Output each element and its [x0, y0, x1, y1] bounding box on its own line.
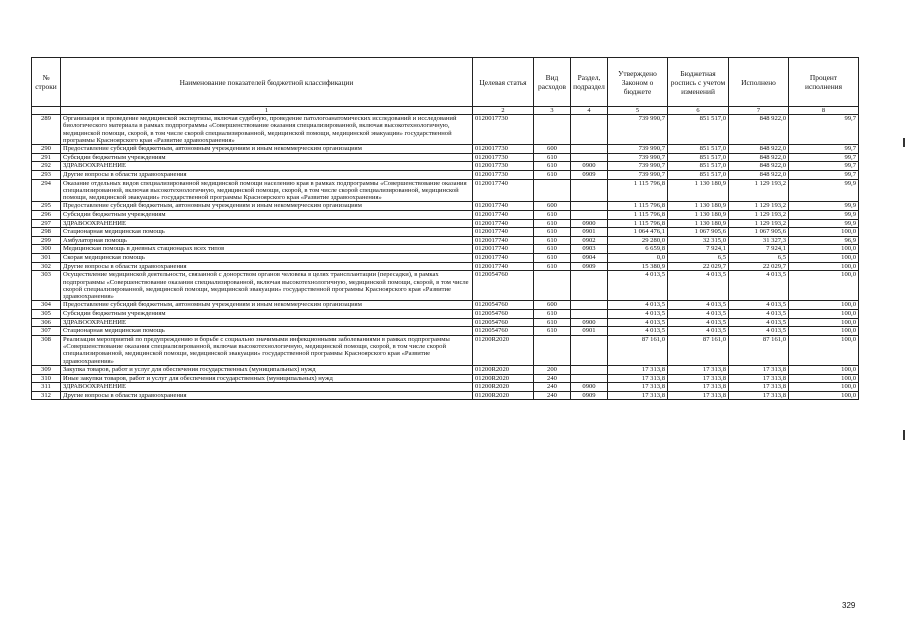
- row-percent: 100,0: [789, 245, 859, 254]
- table-row: [32, 271, 859, 301]
- row-executed: 848 922,0: [729, 153, 789, 162]
- row-expense-type: 610: [534, 236, 571, 245]
- col-header-executed: Исполнено: [729, 58, 789, 107]
- row-section: 0909: [571, 170, 608, 179]
- row-target-article: 0120017740: [473, 228, 534, 237]
- row-expense-type: 240: [534, 383, 571, 392]
- row-percent: 100,0: [789, 228, 859, 237]
- col-number-4: 4: [571, 107, 608, 115]
- row-name: Закупка товаров, работ и услуг для обеспечения государственных (муниципальных) нужд: [61, 365, 473, 374]
- row-expense-type: 610: [534, 309, 571, 318]
- row-number: 309: [32, 365, 61, 374]
- row-executed: 1 067 905,6: [729, 228, 789, 237]
- row-percent: 99,7: [789, 162, 859, 171]
- row-target-article: 01200R2020: [473, 335, 534, 365]
- row-section: [571, 179, 608, 202]
- row-section: [571, 309, 608, 318]
- row-percent: 100,0: [789, 327, 859, 336]
- row-executed: 848 922,0: [729, 115, 789, 145]
- row-executed: 17 313,8: [729, 391, 789, 400]
- row-expense-type: 610: [534, 228, 571, 237]
- row-expense-type: 610: [534, 327, 571, 336]
- row-executed: 22 029,7: [729, 262, 789, 271]
- row-name: Субсидии бюджетным учреждениям: [61, 309, 473, 318]
- row-budget-list: 851 517,0: [668, 162, 729, 171]
- table-row: [32, 391, 859, 400]
- row-percent: 100,0: [789, 309, 859, 318]
- row-section: 0900: [571, 318, 608, 327]
- budget-table: [31, 57, 859, 400]
- row-name: Медицинская помощь в дневных стационарах всех типов: [61, 245, 473, 254]
- row-target-article: 01200R2020: [473, 374, 534, 383]
- row-approved: 739 990,7: [608, 115, 668, 145]
- row-section: 0901: [571, 228, 608, 237]
- row-budget-list: 851 517,0: [668, 170, 729, 179]
- row-target-article: 0120017730: [473, 153, 534, 162]
- row-approved: 87 161,0: [608, 335, 668, 365]
- row-target-article: 0120017730: [473, 145, 534, 154]
- row-name: Предоставление субсидий бюджетным, автономным учреждениям и иным некоммерческим организациям: [61, 301, 473, 310]
- row-expense-type: [534, 271, 571, 301]
- row-approved: 17 313,8: [608, 391, 668, 400]
- row-budget-list: 1 130 180,9: [668, 202, 729, 211]
- row-section: 0909: [571, 391, 608, 400]
- row-approved: 17 313,8: [608, 365, 668, 374]
- row-number: 306: [32, 318, 61, 327]
- row-name: Субсидии бюджетным учреждениям: [61, 153, 473, 162]
- row-expense-type: 240: [534, 391, 571, 400]
- row-budget-list: 851 517,0: [668, 115, 729, 145]
- table-row: [32, 153, 859, 162]
- row-approved: 15 380,9: [608, 262, 668, 271]
- row-target-article: 0120017740: [473, 219, 534, 228]
- row-budget-list: 1 067 905,6: [668, 228, 729, 237]
- table-row: [32, 365, 859, 374]
- row-target-article: 01200R2020: [473, 383, 534, 392]
- row-expense-type: 600: [534, 301, 571, 310]
- row-percent: 99,9: [789, 179, 859, 202]
- row-expense-type: 610: [534, 219, 571, 228]
- row-expense-type: [534, 179, 571, 202]
- row-target-article: 0120054760: [473, 318, 534, 327]
- row-budget-list: 1 130 180,9: [668, 211, 729, 220]
- row-expense-type: 610: [534, 254, 571, 263]
- row-executed: 4 013,5: [729, 318, 789, 327]
- table-row: [32, 236, 859, 245]
- row-number: 310: [32, 374, 61, 383]
- table-row: [32, 327, 859, 336]
- col-number-8: 8: [789, 107, 859, 115]
- row-expense-type: 610: [534, 170, 571, 179]
- row-executed: 848 922,0: [729, 145, 789, 154]
- row-budget-list: 4 013,5: [668, 271, 729, 301]
- col-header-expense-type: Вид расходов: [534, 58, 571, 107]
- row-name: Реализация мероприятий по предупреждению и борьбе с социально значимыми инфекционными заболеваниями в рамках подпрограммы «Совершенствование оказания специализированной, включая высокотехнологичную, медицинской помощи, скорой, в том числе скорой специализированной, медицинской помощи, медицинской эвакуации» государственной программы Красноярского края «Развитие здравоохранения»: [61, 335, 473, 365]
- col-number-1: 1: [61, 107, 473, 115]
- row-section: [571, 271, 608, 301]
- row-executed: 1 129 193,2: [729, 202, 789, 211]
- row-section: 0900: [571, 383, 608, 392]
- row-executed: 4 013,5: [729, 271, 789, 301]
- row-name: Амбулаторная помощь: [61, 236, 473, 245]
- table-row: [32, 145, 859, 154]
- table-row: [32, 202, 859, 211]
- row-target-article: 0120054760: [473, 327, 534, 336]
- row-budget-list: 851 517,0: [668, 145, 729, 154]
- row-number: 300: [32, 245, 61, 254]
- row-budget-list: 32 315,0: [668, 236, 729, 245]
- row-executed: 1 129 193,2: [729, 211, 789, 220]
- col-number-5: 5: [608, 107, 668, 115]
- row-expense-type: [534, 335, 571, 365]
- row-percent: 99,7: [789, 153, 859, 162]
- row-section: [571, 145, 608, 154]
- row-expense-type: 600: [534, 202, 571, 211]
- row-budget-list: 22 029,7: [668, 262, 729, 271]
- row-percent: 100,0: [789, 374, 859, 383]
- col-header-percent: Процент исполнения: [789, 58, 859, 107]
- row-approved: 17 313,8: [608, 383, 668, 392]
- col-header-name: Наименование показателей бюджетной классификации: [61, 58, 473, 107]
- row-approved: 739 990,7: [608, 162, 668, 171]
- row-percent: 99,7: [789, 170, 859, 179]
- row-expense-type: 610: [534, 245, 571, 254]
- header-numbers-row: [32, 107, 859, 115]
- table-body: [32, 115, 859, 400]
- row-percent: 100,0: [789, 271, 859, 301]
- row-budget-list: 87 161,0: [668, 335, 729, 365]
- row-approved: 4 013,5: [608, 327, 668, 336]
- table-row: [32, 383, 859, 392]
- row-target-article: 0120017740: [473, 236, 534, 245]
- row-target-article: 0120017740: [473, 245, 534, 254]
- row-number: 311: [32, 383, 61, 392]
- col-number-0: [32, 107, 61, 115]
- row-executed: 4 013,5: [729, 327, 789, 336]
- row-number: 307: [32, 327, 61, 336]
- row-number: 297: [32, 219, 61, 228]
- table-row: [32, 245, 859, 254]
- row-percent: 100,0: [789, 391, 859, 400]
- row-budget-list: 4 013,5: [668, 301, 729, 310]
- row-section: [571, 153, 608, 162]
- row-target-article: 01200R2020: [473, 391, 534, 400]
- col-number-3: 3: [534, 107, 571, 115]
- row-name: ЗДРАВООХРАНЕНИЕ: [61, 383, 473, 392]
- row-number: 301: [32, 254, 61, 263]
- table-row: [32, 335, 859, 365]
- row-budget-list: 851 517,0: [668, 153, 729, 162]
- row-section: [571, 335, 608, 365]
- row-name: ЗДРАВООХРАНЕНИЕ: [61, 162, 473, 171]
- col-number-6: 6: [668, 107, 729, 115]
- row-budget-list: 17 313,8: [668, 374, 729, 383]
- row-section: 0900: [571, 219, 608, 228]
- row-executed: 1 129 193,2: [729, 219, 789, 228]
- row-percent: 99,7: [789, 145, 859, 154]
- row-approved: 4 013,5: [608, 301, 668, 310]
- row-approved: 1 115 796,8: [608, 219, 668, 228]
- row-number: 308: [32, 335, 61, 365]
- row-name: Другие вопросы в области здравоохранения: [61, 262, 473, 271]
- row-number: 304: [32, 301, 61, 310]
- table-row: [32, 211, 859, 220]
- row-name: Субсидии бюджетным учреждениям: [61, 211, 473, 220]
- col-header-target-article: Целевая статья: [473, 58, 534, 107]
- row-approved: 1 115 796,8: [608, 202, 668, 211]
- table-row: [32, 309, 859, 318]
- row-section: 0901: [571, 327, 608, 336]
- row-budget-list: 17 313,8: [668, 391, 729, 400]
- row-approved: 4 013,5: [608, 318, 668, 327]
- row-budget-list: 7 924,1: [668, 245, 729, 254]
- row-number: 298: [32, 228, 61, 237]
- row-name: ЗДРАВООХРАНЕНИЕ: [61, 219, 473, 228]
- row-number: 293: [32, 170, 61, 179]
- row-target-article: 0120017740: [473, 202, 534, 211]
- row-approved: 1 064 476,1: [608, 228, 668, 237]
- table-row: [32, 262, 859, 271]
- row-executed: 17 313,8: [729, 383, 789, 392]
- row-expense-type: 610: [534, 153, 571, 162]
- row-name: ЗДРАВООХРАНЕНИЕ: [61, 318, 473, 327]
- row-name: Осуществление медицинской деятельности, связанной с донорством органов человека в целях трансплантации (пересадки), в рамках подпрограммы «Совершенствование оказания специализированной, включая высокотехнологичную, медицинской помощи, скорой, в том числе скорой специализированной, медицинской помощи, медицинской эвакуации» государственной программы Красноярского края «Развитие здравоохранения»: [61, 271, 473, 301]
- row-budget-list: 4 013,5: [668, 327, 729, 336]
- row-section: [571, 365, 608, 374]
- row-approved: 4 013,5: [608, 271, 668, 301]
- row-expense-type: 200: [534, 365, 571, 374]
- table-row: [32, 170, 859, 179]
- row-target-article: 0120017740: [473, 211, 534, 220]
- row-target-article: 0120054760: [473, 301, 534, 310]
- row-name: Предоставление субсидий бюджетным, автономным учреждениям и иным некоммерческим организациям: [61, 202, 473, 211]
- row-executed: 4 013,5: [729, 301, 789, 310]
- row-percent: 100,0: [789, 254, 859, 263]
- row-approved: 17 313,8: [608, 374, 668, 383]
- row-section: 0900: [571, 162, 608, 171]
- row-number: 291: [32, 153, 61, 162]
- col-header-section: Раздел, подраздел: [571, 58, 608, 107]
- col-number-7: 7: [729, 107, 789, 115]
- row-executed: 87 161,0: [729, 335, 789, 365]
- row-name: Стационарная медицинская помощь: [61, 327, 473, 336]
- row-number: 302: [32, 262, 61, 271]
- row-section: 0909: [571, 262, 608, 271]
- row-name: Оказание отдельных видов специализированной медицинской помощи населению края в рамках подпрограммы «Совершенствование оказания специализированной, включая высокотехнологичную, медицинской помощи, скорой, в том числе скорой специализированной, медицинской помощи, медицинской эвакуации» государственной программы Красноярского края «Развитие здравоохранения»: [61, 179, 473, 202]
- row-approved: 29 280,0: [608, 236, 668, 245]
- row-approved: 1 115 796,8: [608, 211, 668, 220]
- row-number: 312: [32, 391, 61, 400]
- col-number-2: 2: [473, 107, 534, 115]
- table-row: [32, 162, 859, 171]
- row-percent: 99,9: [789, 211, 859, 220]
- table-row: [32, 228, 859, 237]
- row-expense-type: 610: [534, 211, 571, 220]
- row-percent: 99,7: [789, 115, 859, 145]
- row-percent: 99,9: [789, 219, 859, 228]
- row-approved: 739 990,7: [608, 170, 668, 179]
- row-section: 0903: [571, 245, 608, 254]
- row-budget-list: 1 130 180,9: [668, 219, 729, 228]
- row-name: Стационарная медицинская помощь: [61, 228, 473, 237]
- row-name: Скорая медицинская помощь: [61, 254, 473, 263]
- row-section: [571, 301, 608, 310]
- row-executed: 1 129 193,2: [729, 179, 789, 202]
- row-budget-list: 4 013,5: [668, 318, 729, 327]
- row-expense-type: [534, 115, 571, 145]
- col-header-approved: Утверждено Законом о бюджете: [608, 58, 668, 107]
- table-row: [32, 115, 859, 145]
- row-executed: 6,5: [729, 254, 789, 263]
- row-expense-type: 600: [534, 145, 571, 154]
- row-approved: 739 990,7: [608, 153, 668, 162]
- row-target-article: 0120017730: [473, 115, 534, 145]
- row-percent: 96,9: [789, 236, 859, 245]
- row-name: Другие вопросы в области здравоохранения: [61, 391, 473, 400]
- row-target-article: 0120017730: [473, 170, 534, 179]
- row-target-article: 0120054760: [473, 309, 534, 318]
- row-approved: 0,0: [608, 254, 668, 263]
- row-budget-list: 17 313,8: [668, 365, 729, 374]
- table-row: [32, 219, 859, 228]
- row-name: Иные закупки товаров, работ и услуг для обеспечения государственных (муниципальных) нужд: [61, 374, 473, 383]
- row-name: Организация и проведение медицинской экспертизы, включая судебную, проведение патологоанатомических исследований и исследований биологического материала в рамках подпрограммы «Совершенствование оказания специализированной, включая высокотехнологичную, медицинской помощи, скорой, в том числе скорой специализированной, медицинской помощи, медицинской эвакуации» государственной программы Красноярского края «Развитие здравоохранения»: [61, 115, 473, 145]
- row-expense-type: 240: [534, 374, 571, 383]
- row-executed: 17 313,8: [729, 374, 789, 383]
- row-target-article: 0120017740: [473, 179, 534, 202]
- row-approved: 4 013,5: [608, 309, 668, 318]
- row-number: 295: [32, 202, 61, 211]
- row-executed: 7 924,1: [729, 245, 789, 254]
- row-expense-type: 610: [534, 162, 571, 171]
- row-approved: 739 990,7: [608, 145, 668, 154]
- row-number: 292: [32, 162, 61, 171]
- page-number: 329: [842, 601, 856, 610]
- row-approved: 1 115 796,8: [608, 179, 668, 202]
- row-section: [571, 211, 608, 220]
- row-executed: 31 327,3: [729, 236, 789, 245]
- row-target-article: 0120017740: [473, 254, 534, 263]
- row-number: 305: [32, 309, 61, 318]
- row-number: 296: [32, 211, 61, 220]
- row-number: 289: [32, 115, 61, 145]
- row-section: [571, 115, 608, 145]
- row-percent: 100,0: [789, 301, 859, 310]
- row-budget-list: 6,5: [668, 254, 729, 263]
- table-row: [32, 374, 859, 383]
- row-expense-type: 610: [534, 262, 571, 271]
- row-number: 290: [32, 145, 61, 154]
- row-target-article: 01200R2020: [473, 365, 534, 374]
- row-percent: 100,0: [789, 383, 859, 392]
- row-section: 0904: [571, 254, 608, 263]
- row-percent: 99,9: [789, 202, 859, 211]
- header-row: [32, 58, 859, 107]
- row-number: 294: [32, 179, 61, 202]
- table-row: [32, 301, 859, 310]
- row-budget-list: 4 013,5: [668, 309, 729, 318]
- row-percent: 100,0: [789, 262, 859, 271]
- row-section: 0902: [571, 236, 608, 245]
- row-approved: 6 659,8: [608, 245, 668, 254]
- row-expense-type: 610: [534, 318, 571, 327]
- row-executed: 848 922,0: [729, 170, 789, 179]
- table-row: [32, 179, 859, 202]
- col-header-budget-list: Бюджетная роспись с учетом изменений: [668, 58, 729, 107]
- row-name: Другие вопросы в области здравоохранения: [61, 170, 473, 179]
- row-target-article: 0120017740: [473, 262, 534, 271]
- row-section: [571, 374, 608, 383]
- row-budget-list: 1 130 180,9: [668, 179, 729, 202]
- row-section: [571, 202, 608, 211]
- row-budget-list: 17 313,8: [668, 383, 729, 392]
- col-header-row-number: № строки: [32, 58, 61, 107]
- row-number: 303: [32, 271, 61, 301]
- table-row: [32, 254, 859, 263]
- row-executed: 848 922,0: [729, 162, 789, 171]
- row-percent: 100,0: [789, 335, 859, 365]
- row-name: Предоставление субсидий бюджетным, автономным учреждениям и иным некоммерческим организациям: [61, 145, 473, 154]
- row-executed: 4 013,5: [729, 309, 789, 318]
- row-percent: 100,0: [789, 365, 859, 374]
- row-percent: 100,0: [789, 318, 859, 327]
- table-row: [32, 318, 859, 327]
- row-executed: 17 313,8: [729, 365, 789, 374]
- row-target-article: 0120054760: [473, 271, 534, 301]
- row-target-article: 0120017730: [473, 162, 534, 171]
- row-number: 299: [32, 236, 61, 245]
